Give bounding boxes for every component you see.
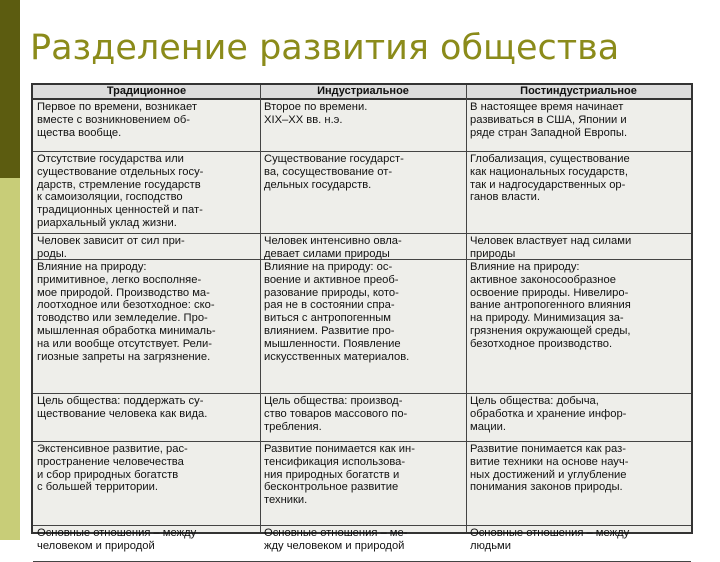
cell-text-line: Цель общества: поддержать су- [37,395,204,407]
cell-text-line: В настоящее время начинает [470,101,624,113]
cell-text-line: жду человеком и природой [264,539,405,552]
cell-text-line: человеком и природой [37,539,155,552]
cell-text-line: Человек интенсивно овла- [264,235,402,247]
cell-text-line: Глобализация, существование [470,153,630,165]
cell-text-line: вание антропогенного влияния [470,299,631,312]
comparison-table [31,83,693,552]
cell-text-line: Человек зависит от сил при- [37,235,185,247]
cell-text-line: Влияние на природу: ос- [264,261,393,273]
cell-text-line: ва, сосуществование от- [264,165,393,178]
cell-text-line: дельных государств. [264,178,372,191]
cell-text-line: Развитие понимается как раз- [470,443,626,455]
cell-text-line: Существование государст- [264,153,404,165]
cell-text-line: так и надгосударственных ор- [470,178,626,191]
table-row [33,526,691,562]
cell-text-line: освоение природы. Нивелиро- [470,286,629,299]
cell-text-line: активное законосообразное [470,273,616,286]
cell-text-line: Цель общества: производ- [264,395,403,407]
cell-postindustrial [466,260,691,394]
cell-text-line: мышленности. Появление [264,337,401,350]
cell-text-line: техники. [264,494,308,507]
column-divider [466,85,467,532]
cell-industrial [260,234,466,260]
cell-postindustrial [466,394,691,442]
cell-text-line: людьми [470,539,511,552]
cell-text-line: обработка и хранение инфор- [470,407,627,420]
cell-text-line: Основные отношения – между [470,527,630,539]
cell-text-line: влиянием. Развитие про- [264,324,395,337]
cell-text-line: Отсутствие государства или [37,153,184,165]
cell-text-line: Основные отношения – между [37,527,197,539]
cell-traditional [33,152,260,234]
cell-text-line: природы [470,247,516,260]
cell-text-line: рая не в состоянии спра- [264,299,395,312]
cell-text-line: вместе с возникновением об- [37,113,190,126]
cell-text-line: девает силами природы [264,247,390,260]
table-row [33,234,691,260]
cell-text-line: бесконтрольное развитие [264,481,399,494]
cell-text-line: и сбор природных богатств [37,468,179,481]
cell-text-line: как национальных государств, [470,165,628,178]
cell-text-line: ганов власти. [470,191,541,204]
cell-industrial [260,442,466,526]
cell-text-line: Второе по времени. [264,101,368,113]
cell-text-line: щества вообще. [37,126,122,139]
cell-text-line: Основные отношения – ме- [264,527,408,539]
cell-text-line: ных достижений и углубление [470,468,627,481]
cell-text-line: дарств, стремление государств [37,178,201,191]
cell-traditional [33,260,260,394]
cell-text-line: товодство или земледелие. Про- [37,312,208,325]
cell-text-line: к самоизоляции, господство [37,191,183,204]
cell-traditional [33,394,260,442]
cell-text-line: с большей территории. [37,481,158,494]
column-divider [260,85,261,532]
accent-strip-dark [0,0,20,178]
cell-postindustrial [466,526,691,562]
cell-text-line: Влияние на природу: [37,261,147,273]
cell-text-line: мышленная обработка минималь- [37,324,216,337]
cell-text-line: воение и активное преоб- [264,273,399,286]
cell-text-line: грязнения окружающей среды, [470,324,631,337]
table-row [33,442,691,526]
cell-text-line: ряде стран Западной Европы. [470,126,628,139]
cell-text-line: безотходное производство. [470,337,613,350]
cell-industrial [260,100,466,152]
cell-text-line: виться с антропогенным [264,312,392,325]
cell-traditional [33,100,260,152]
table-header [33,85,691,100]
cell-postindustrial [466,100,691,152]
cell-text-line: разование природы, кото- [264,286,399,299]
cell-text-line: ство товаров массового по- [264,407,408,420]
cell-text-line: риархальный уклад жизни. [37,216,177,229]
cell-text-line: ществование человека как вида. [37,407,208,420]
cell-traditional [33,234,260,260]
cell-text-line: понимания законов природы. [470,481,623,494]
cell-postindustrial [466,234,691,260]
cell-industrial [260,394,466,442]
table-row [33,260,691,394]
table-row [33,394,691,442]
cell-text-line: Развитие понимается как ин- [264,443,415,455]
cell-text-line: Экстенсивное развитие, рас- [37,443,188,455]
cell-text-line: Цель общества: добыча, [470,395,599,407]
slide-title: Разделение развития общества [30,28,620,68]
cell-text-line: тенсификация использова- [264,455,406,468]
cell-text-line: искусственных материалов. [264,350,410,363]
header-industrial: Индустриальное [317,85,409,97]
cell-text-line: на природу. Минимизация за- [470,312,624,325]
cell-industrial [260,260,466,394]
cell-postindustrial [466,152,691,234]
cell-text-line: на или вообще отсутствует. Рели- [37,337,213,350]
cell-text-line: Влияние на природу: [470,261,580,273]
cell-text-line: требления. [264,420,322,433]
header-postindustrial: Постиндустриальное [520,85,637,97]
table-row [33,100,691,152]
cell-text-line: примитивное, легко восполняе- [37,273,202,286]
cell-text-line: XIX–XX вв. н.э. [264,113,343,126]
cell-text-line: традиционных ценностей и пат- [37,204,203,217]
cell-text-line: витие техники на основе науч- [470,455,629,468]
cell-postindustrial [466,442,691,526]
cell-text-line: мации. [470,420,506,433]
cell-text-line: роды. [37,247,67,260]
cell-text-line: лоотходное или безотходное: ско- [37,299,215,312]
cell-text-line: пространение человечества [37,455,184,468]
cell-traditional [33,526,260,562]
cell-text-line: Первое по времени, возникает [37,101,197,113]
cell-text-line: ния природных богатств и [264,468,400,481]
cell-text-line: мое природой. Производство ма- [37,286,210,299]
header-traditional: Традиционное [106,85,187,97]
cell-text-line: существование отдельных госу- [37,165,204,178]
table-row [33,152,691,234]
cell-industrial [260,526,466,562]
cell-industrial [260,152,466,234]
cell-traditional [33,442,260,526]
accent-strip-light [0,178,20,540]
cell-text-line: гиозные запреты на загрязнение. [37,350,211,363]
cell-text-line: развиваться в США, Японии и [470,113,627,126]
cell-text-line: Человек властвует над силами [470,235,632,247]
